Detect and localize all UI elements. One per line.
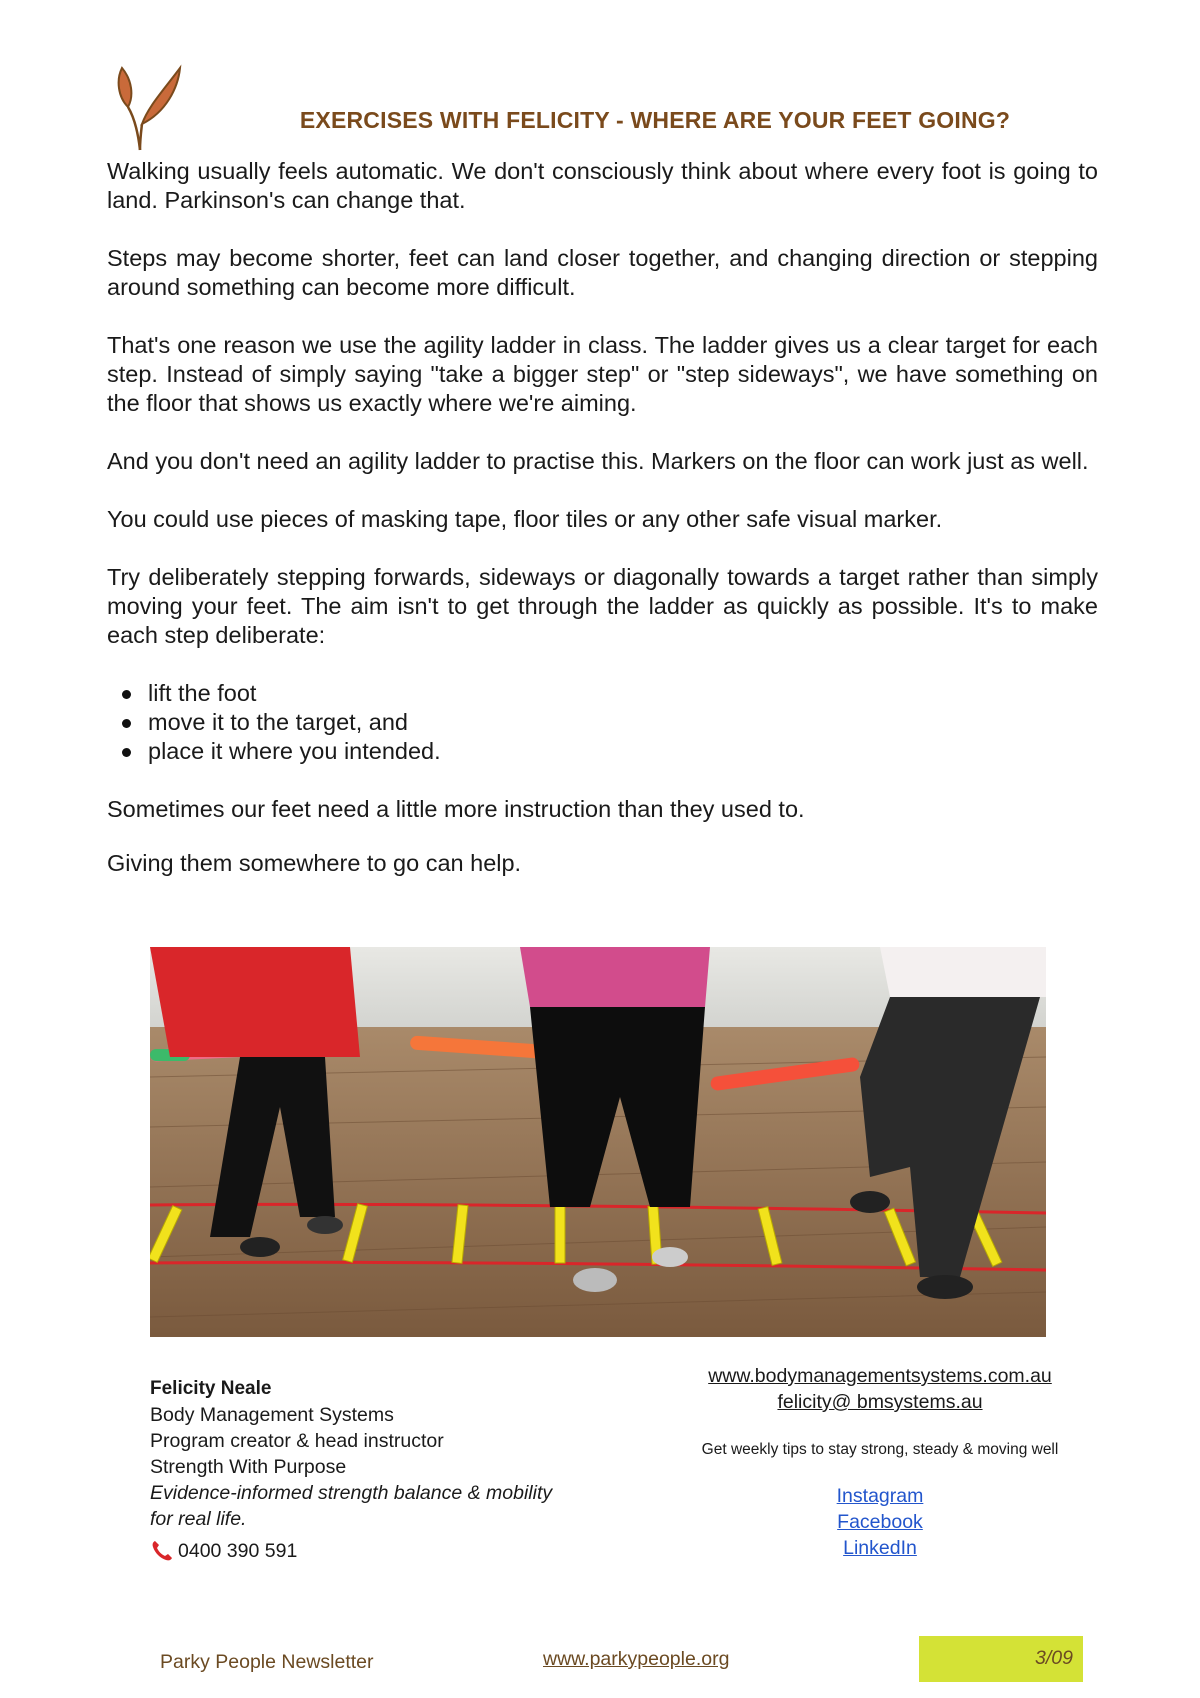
- paragraph: Steps may become shorter, feet can land closer together, and changing direction or stepping around something can become more difficult.: [107, 245, 1098, 300]
- paragraph: Try deliberately stepping forwards, sideways or diagonally towards a target rather than simply moving your feet. The aim isn't to get through the ladder as quickly as possible. It's to make each step deliberate:: [107, 564, 1098, 648]
- author-name: Felicity Neale: [150, 1378, 272, 1399]
- author-role: Program creator & head instructor: [150, 1430, 444, 1452]
- paragraph: Walking usually feels automatic. We don't consciously think about where every foot is going to land. Parkinson's can change that.: [107, 158, 1098, 213]
- tips-text: Get weekly tips to stay strong, steady & moving well: [701, 1441, 1059, 1458]
- page-number: 3/09: [1035, 1647, 1073, 1669]
- page-title: EXERCISES WITH FELICITY - WHERE ARE YOUR FEET GOING?: [299, 107, 1011, 133]
- page-number-box: [919, 1636, 1083, 1682]
- phone-icon: [150, 1539, 174, 1563]
- step-list: [120, 679, 1098, 766]
- paragraph: That's one reason we use the agility ladder in class. The ladder gives us a clear target for each step. Instead of simply saying "take a bigger step" or "step sideways", we have something on the floor that shows us exactly where we're aiming.: [107, 332, 1098, 416]
- paragraph: And you don't need an agility ladder to practise this. Markers on the floor can work just as well.: [107, 448, 1089, 474]
- agility-ladder-photo: [150, 947, 1046, 1337]
- contact-block: [660, 1363, 1100, 1561]
- author-signature: [150, 1376, 552, 1564]
- list-item: lift the foot: [120, 679, 1098, 708]
- list-item: move it to the target, and: [120, 708, 1098, 737]
- tagline: Evidence-informed strength balance & mobility: [150, 1482, 553, 1504]
- phone-number: 0400 390 591: [178, 1540, 298, 1562]
- tagline: for real life.: [150, 1508, 247, 1530]
- paragraph: You could use pieces of masking tape, floor tiles or any other safe visual marker.: [107, 506, 943, 532]
- paragraph: Sometimes our feet need a little more instruction than they used to.: [107, 796, 805, 822]
- list-item: place it where you intended.: [120, 737, 1098, 766]
- site-link[interactable]: www.parkypeople.org: [543, 1648, 730, 1670]
- phone-line: [150, 1538, 552, 1564]
- website-link[interactable]: www.bodymanagementsystems.com.au: [708, 1365, 1052, 1387]
- program-name: Strength With Purpose: [150, 1456, 347, 1478]
- social-links: [660, 1483, 1100, 1561]
- linkedin-link[interactable]: LinkedIn: [843, 1537, 917, 1559]
- newsletter-name: Parky People Newsletter: [160, 1651, 374, 1673]
- paragraph: Giving them somewhere to go can help.: [107, 850, 522, 876]
- facebook-link[interactable]: Facebook: [837, 1511, 923, 1533]
- article-body: [107, 157, 1098, 907]
- email-link[interactable]: felicity@ bmsystems.au: [777, 1391, 983, 1413]
- instagram-link[interactable]: Instagram: [836, 1485, 924, 1507]
- author-org: Body Management Systems: [150, 1404, 394, 1426]
